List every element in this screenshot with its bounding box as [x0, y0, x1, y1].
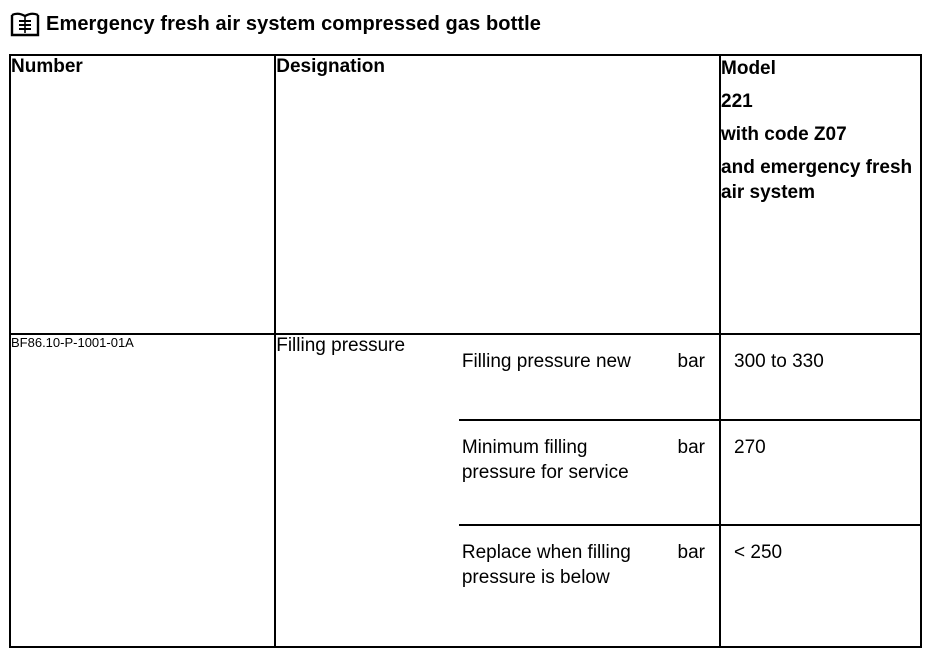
sub-designation-label: Replace when filling pressure is below [461, 542, 631, 588]
sub-designation-label: Filling pressure new [461, 351, 631, 372]
specification-table [9, 54, 922, 648]
header-designation: Designation [275, 55, 720, 334]
header-number: Number [10, 55, 275, 334]
model-line-equipment: and emergency fresh air system [721, 157, 913, 203]
model-line-code: with code Z07 [721, 124, 847, 145]
sub-row [459, 421, 663, 526]
value-cell: < 250 [734, 542, 783, 563]
header-model [720, 55, 921, 334]
designation-cell: Filling pressure [275, 334, 459, 647]
sub-designation-label: Minimum filling pressure for service [461, 437, 629, 483]
value-row [721, 526, 920, 646]
unit-row [663, 421, 719, 526]
sub-row [459, 335, 663, 421]
unit-label: bar [677, 437, 706, 458]
value-row [721, 421, 920, 526]
table-row [10, 334, 921, 647]
sub-row [459, 526, 663, 646]
unit-label: bar [677, 351, 706, 372]
sub-designation-column [459, 334, 663, 647]
unit-row [663, 335, 719, 421]
model-line-number: 221 [721, 91, 753, 112]
page-title: Emergency fresh air system compressed gas bottle [46, 12, 542, 35]
unit-row [663, 526, 719, 646]
unit-column [663, 334, 720, 647]
model-line-title: Model [721, 58, 776, 79]
book-icon [10, 11, 40, 37]
unit-label: bar [677, 542, 706, 563]
document-number: BF86.10-P-1001-01A [10, 334, 275, 647]
section-heading [10, 8, 541, 40]
value-row [721, 335, 920, 421]
value-cell: 270 [734, 437, 766, 458]
value-column [720, 334, 921, 647]
table-header-row [10, 55, 921, 334]
value-cell: 300 to 330 [734, 351, 824, 372]
